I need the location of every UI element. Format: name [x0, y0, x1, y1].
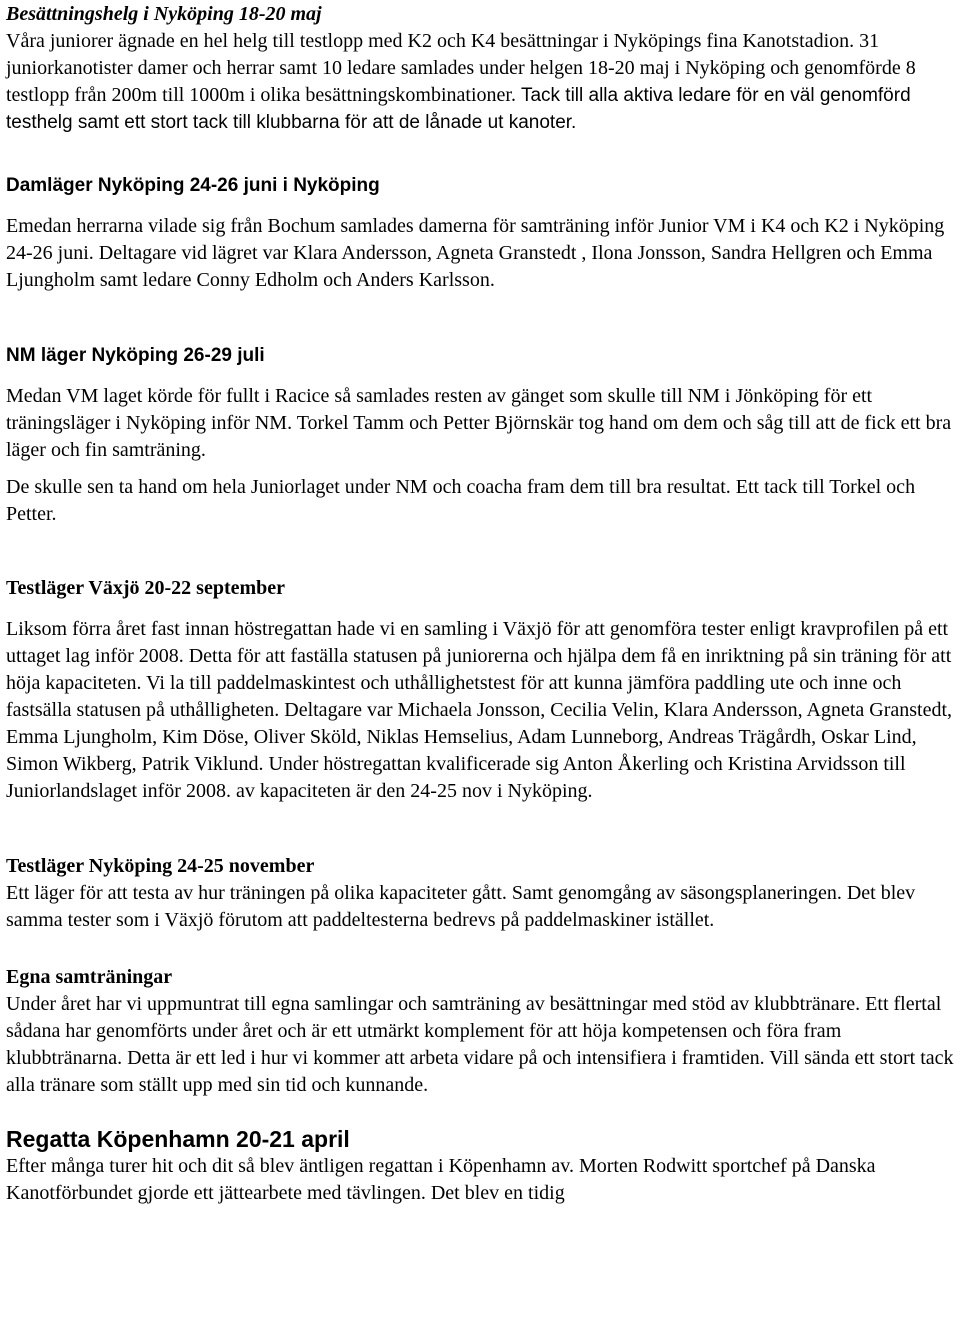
section-paragraph-damlager: Emedan herrarna vilade sig från Bochum samlades damerna för samträning inför Junior VM i K4 och K2 i Nyköping 24-26 juni. Deltagare vid lägret var Klara Andersson, Agneta Granstedt , Ilona Jonsson, Sandra Hellgren och Emma Ljungholm samt ledare Conny Edholm och Anders Karlsson.: [6, 215, 945, 291]
section-heading-besattningshelg: Besättningshelg i Nyköping 18-20 maj: [6, 3, 322, 25]
section-paragraph-testlager-nykoping: Ett läger för att testa av hur träningen på olika kapaciteter gått. Samt genomgång av säsongsplaneringen. Det blev samma tester som i Växjö förutom att paddeltesterna bedrevs på paddelmaskiner istället.: [6, 882, 916, 931]
paragraph-part-a: Våra juniorer ägnade en hel helg till testlopp med K2 och K4 besättningar i Nyköpings fina Kanotstadion. 31 juniorkanotister damer och herrar samt 10 ledare samlades under helgen 18-20 maj i Nyköping och genomförde 8 testlopp från 200m till 1000m i olika besättningskombinationer.: [6, 30, 916, 106]
document-page: [6, 0, 956, 1207]
section-heading-testlager-nykoping: Testläger Nyköping 24-25 november: [6, 855, 315, 877]
section-heading-egna-samtraningar: Egna samträningar: [6, 966, 173, 988]
section-heading-regatta-kopenhamn: Regatta Köpenhamn 20-21 april: [6, 1126, 350, 1152]
section-paragraph-nm-lager-1: Medan VM laget körde för fullt i Racice så samlades resten av gänget som skulle till NM i Jönköping för ett träningsläger i Nyköping inför NM. Torkel Tamm och Petter Björnskär tog hand om dem och såg till att de fick ett bra läger och fin samträning.: [6, 385, 952, 461]
section-paragraph-nm-lager-2: De skulle sen ta hand om hela Juniorlaget under NM och coacha fram dem till bra resultat. Ett tack till Torkel och Petter.: [6, 476, 916, 525]
section-heading-nm-lager: NM läger Nyköping 26-29 juli: [6, 345, 265, 366]
section-paragraph-besattningshelg: [6, 28, 956, 136]
section-paragraph-regatta-kopenhamn: Efter många turer hit och dit så blev äntligen regattan i Köpenhamn av. Morten Rodwitt sportchef på Danska Kanotförbundet gjorde ett jättearbete med tävlingen. Det blev en tidig: [6, 1155, 876, 1204]
section-paragraph-egna-samtraningar: Under året har vi uppmuntrat till egna samlingar och samträning av besättningar med stöd av klubbtränare. Ett flertal sådana har genomförts under året och är ett utmärkt komplement för att höja kompetensen och föra fram klubbtränarna. Detta är ett led i hur vi kommer att arbeta vidare på och intensifiera i framtiden. Vill sända ett stort tack alla tränare som ställt upp med sin tid och kunnande.: [6, 993, 954, 1096]
paragraph-part-b: Tack till alla aktiva ledare för en väl genomförd testhelg samt ett stort tack till klubbarna för att de lånade ut kanoter.: [6, 85, 911, 133]
section-heading-testlager-vaxjo: Testläger Växjö 20-22 september: [6, 577, 286, 599]
section-heading-damlager: Damläger Nyköping 24-26 juni i Nyköping: [6, 175, 380, 196]
section-paragraph-testlager-vaxjo: Liksom förra året fast innan höstregattan hade vi en samling i Växjö för att genomföra tester enligt kravprofilen på ett uttaget lag inför 2008. Detta för att faställa statusen på juniorerna och hjälpa dem få en inriktning på sin träning för att höja kapaciteten. Vi la till paddelmaskintest och uthållighetstest för att kunna jämföra paddling ute och inne och fastsälla statusen på uthålligheten. Deltagare var Michaela Jonsson, Cecilia Velin, Klara Andersson, Agneta Granstedt, Emma Ljungholm, Kim Döse, Oliver Sköld, Niklas Hemselius, Adam Lunneborg, Andreas Trägårdh, Oskar Lind, Simon Wikberg, Patrik Viklund. Under höstregattan kvalificerade sig Anton Åkerling och Kristina Arvidsson till Juniorlandslaget inför 2008. av kapaciteten är den 24-25 nov i Nyköping.: [6, 618, 953, 802]
